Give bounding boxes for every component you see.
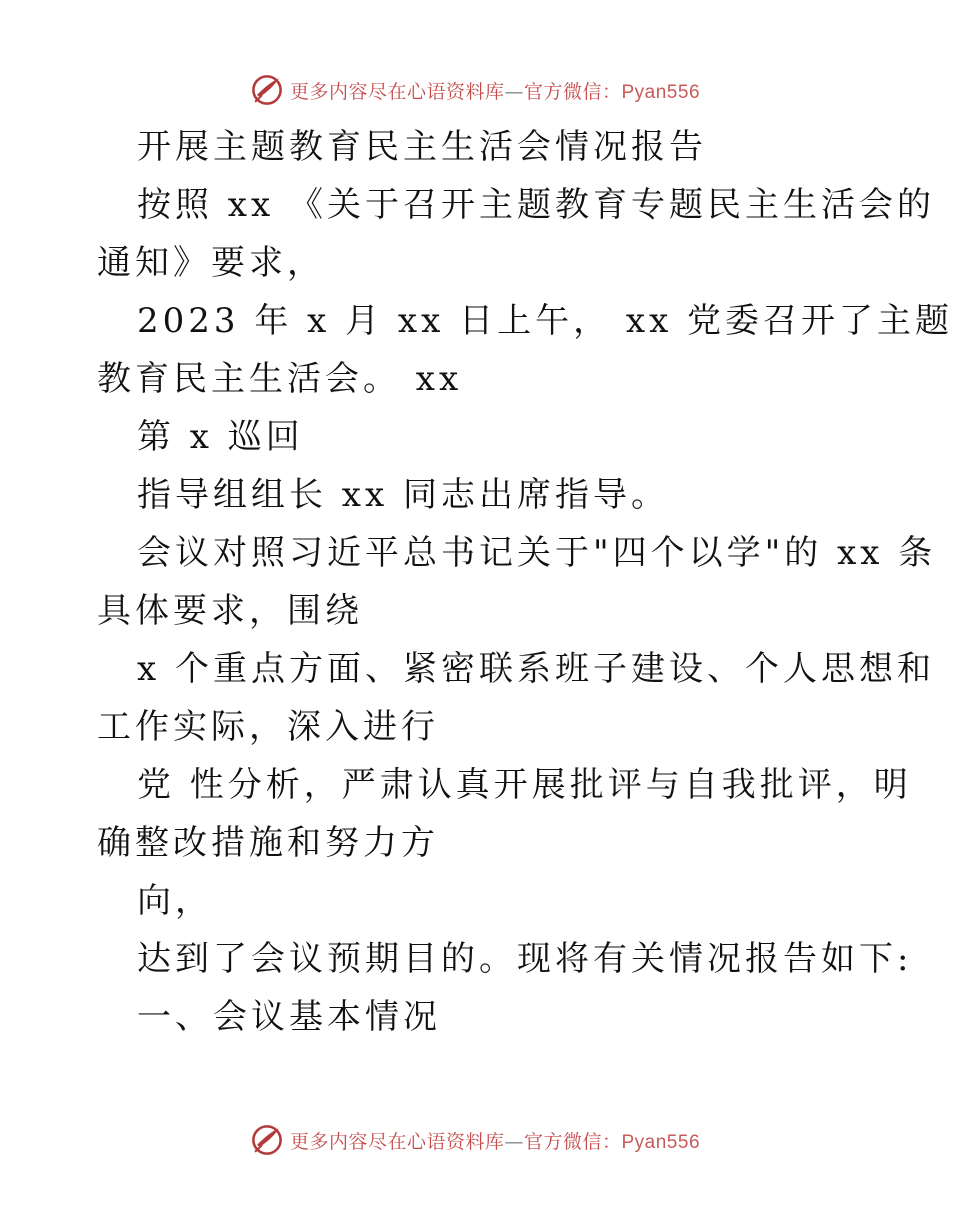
- document-line: 指导组组长 xx 同志出席指导。: [137, 475, 669, 515]
- footer-banner-text: [290, 1127, 700, 1154]
- document-line: 具体要求，围绕: [97, 591, 363, 631]
- document-line: 党 性分析，严肃认真开展批评与自我批评，明: [137, 765, 912, 805]
- footer-banner-inner: [250, 1123, 700, 1157]
- banner-promo-text: 更多内容尽在心语资料库: [289, 1130, 505, 1153]
- document-line: 向，: [137, 881, 213, 921]
- document-line: 一、会议基本情况: [137, 997, 441, 1037]
- document-body: [97, 118, 953, 1046]
- document-line: 确整改措施和努力方: [97, 823, 439, 863]
- quill-logo-icon: [250, 73, 284, 107]
- banner-separator: —: [504, 1130, 524, 1153]
- document-line: 2023 年 x 月 xx 日上午， xx 党委召开了主题: [137, 301, 953, 341]
- quill-logo-icon: [250, 1123, 284, 1157]
- document-line: 达到了会议预期目的。现将有关情况报告如下:: [137, 939, 913, 979]
- document-line: 会议对照习近平总书记关于"四个以学"的 xx 条: [137, 533, 937, 573]
- banner-label: 官方微信：: [523, 80, 622, 103]
- document-line: x 个重点方面、紧密联系班子建设、个人思想和: [137, 649, 935, 689]
- document-line: 通知》要求，: [97, 243, 325, 283]
- header-banner-inner: [250, 73, 700, 107]
- document-line: 第 x 巡回: [137, 417, 304, 457]
- header-banner: [0, 70, 950, 110]
- banner-contact: Pyan556: [621, 81, 701, 103]
- footer-banner: [0, 1120, 950, 1160]
- banner-contact: Pyan556: [621, 1131, 701, 1153]
- banner-promo-text: 更多内容尽在心语资料库: [289, 80, 505, 103]
- banner-separator: —: [504, 80, 524, 103]
- document-line: 教育民主生活会。 xx: [97, 359, 463, 399]
- banner-label: 官方微信：: [523, 1130, 622, 1153]
- document-line: 开展主题教育民主生活会情况报告: [137, 127, 707, 167]
- header-banner-text: [290, 77, 700, 104]
- document-line: 按照 xx 《关于召开主题教育专题民主生活会的: [137, 185, 935, 225]
- document-line: 工作实际，深入进行: [97, 707, 439, 747]
